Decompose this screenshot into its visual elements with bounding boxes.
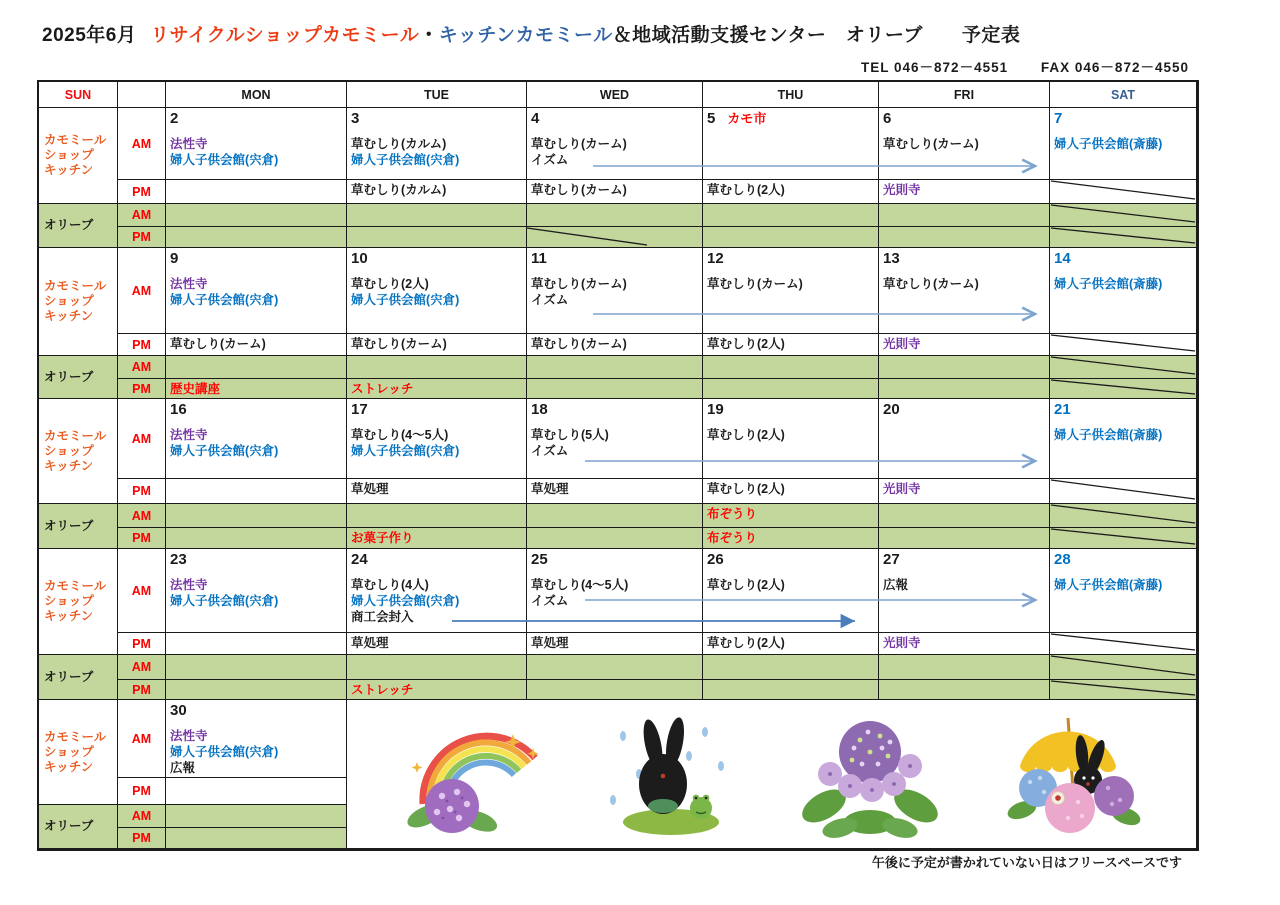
day-number: 14 <box>1054 250 1071 267</box>
calendar-day-cell <box>527 248 703 334</box>
calendar-day-cell <box>527 180 703 204</box>
contact-line <box>37 56 1189 76</box>
olive-day-cell <box>1050 680 1197 700</box>
schedule-entry: ストレッチ <box>351 683 414 697</box>
day-number: 19 <box>707 401 724 418</box>
illustration-area <box>347 700 1197 849</box>
day-number: 12 <box>707 250 724 267</box>
fax-label: FAX <box>1040 60 1071 75</box>
day-number: 4 <box>531 110 540 127</box>
olive-day-cell <box>879 227 1050 248</box>
calendar-day-cell <box>703 180 879 204</box>
calendar-day-cell <box>527 334 703 356</box>
calendar-day-cell <box>703 108 879 180</box>
schedule-entry: 草処理 <box>351 636 389 650</box>
schedule-entry: 法性寺 <box>170 428 208 442</box>
pm-label: PM <box>118 379 166 399</box>
olive-day-cell <box>527 356 703 379</box>
olive-day-cell <box>879 356 1050 379</box>
row-label-line: ショップ <box>44 148 94 162</box>
schedule-entry: 草むしり(4～5人) <box>531 578 629 592</box>
row-label-line: ショップ <box>44 744 94 759</box>
day-number: 9 <box>170 250 179 267</box>
day-number: 30 <box>170 702 187 719</box>
row-label-olive: オリーブ <box>39 504 118 549</box>
title-kitchen-name: キッチンカモミール <box>438 25 613 46</box>
calendar-day-cell <box>1050 180 1197 204</box>
header-mon: MON <box>166 82 347 108</box>
olive-day-cell <box>166 655 347 680</box>
calendar-day-cell <box>1050 248 1197 334</box>
schedule-entry: 草むしり(5人) <box>531 428 609 442</box>
row-label-chamomile <box>39 248 118 356</box>
day-note: カモ市 <box>727 111 767 126</box>
row-label-line: キッチン <box>44 309 94 323</box>
day-number: 11 <box>531 250 547 267</box>
row-label-line: キッチン <box>44 458 94 473</box>
schedule-entry: 布ぞうり <box>707 507 758 521</box>
schedule-entry: 草むしり(2人) <box>707 337 785 351</box>
calendar-day-cell <box>347 633 527 655</box>
calendar-day-cell <box>347 108 527 180</box>
olive-day-cell <box>347 356 527 379</box>
day-number: 26 <box>707 551 724 568</box>
row-label-chamomile <box>39 700 118 805</box>
pm-label: PM <box>118 633 166 655</box>
schedule-entry: 婦人子供会館(斎藤) <box>1054 137 1163 151</box>
day-number: 5 <box>707 110 716 127</box>
tel-label: TEL <box>860 60 890 75</box>
schedule-entry: 婦人子供会館(宍倉) <box>170 594 279 608</box>
day-number: 23 <box>170 551 187 568</box>
calendar-day-cell <box>166 778 347 805</box>
calendar-day-cell <box>166 180 347 204</box>
row-label-chamomile <box>39 108 118 204</box>
rabbit-frog-illustration <box>593 704 743 844</box>
olive-day-cell <box>527 655 703 680</box>
olive-day-cell <box>1050 227 1197 248</box>
schedule-entry: 草むしり(2人) <box>707 578 785 592</box>
header-sat: SAT <box>1050 82 1197 108</box>
olive-day-cell <box>527 379 703 399</box>
am-label: AM <box>118 504 166 528</box>
calendar-day-cell <box>166 248 347 334</box>
olive-day-cell <box>703 379 879 399</box>
calendar-day-cell <box>166 479 347 504</box>
header-thu: THU <box>703 82 879 108</box>
day-number: 27 <box>883 551 900 568</box>
olive-day-cell <box>879 528 1050 549</box>
schedule-entry: 婦人子供会館(宍倉) <box>170 745 279 759</box>
day-number: 24 <box>351 551 368 568</box>
rainbow-hydrangea-illustration <box>395 704 545 844</box>
calendar-day-cell <box>347 479 527 504</box>
day-number: 6 <box>883 110 892 127</box>
schedule-entry: 光則寺 <box>883 482 921 496</box>
schedule-entry: 草むしり(カーム) <box>883 137 979 151</box>
schedule-entry: 歴史講座 <box>170 382 221 396</box>
calendar-day-cell <box>166 399 347 479</box>
row-label-olive: オリーブ <box>39 356 118 399</box>
day-number: 28 <box>1054 551 1071 568</box>
calendar-day-cell <box>347 334 527 356</box>
calendar-day-cell <box>347 248 527 334</box>
schedule-entry: 草むしり(4人) <box>351 578 429 592</box>
calendar-day-cell <box>527 549 703 633</box>
day-number: 10 <box>351 250 368 267</box>
header-fri: FRI <box>879 82 1050 108</box>
olive-day-cell <box>347 655 527 680</box>
day-number: 20 <box>883 401 900 418</box>
calendar-day-cell <box>879 108 1050 180</box>
schedule-entry: 草むしり(2人) <box>707 636 785 650</box>
olive-day-cell <box>527 680 703 700</box>
row-label-chamomile <box>39 549 118 655</box>
schedule-entry: 婦人子供会館(宍倉) <box>351 594 460 608</box>
calendar-day-cell <box>527 479 703 504</box>
olive-day-cell <box>879 379 1050 399</box>
calendar-day-cell <box>527 108 703 180</box>
seasonal-illustrations <box>347 700 1196 848</box>
schedule-entry: 草むしり(カーム) <box>351 337 447 351</box>
schedule-entry: 草むしり(カーム) <box>170 337 266 351</box>
row-label-line: カモミール <box>44 279 107 293</box>
schedule-entry: 法性寺 <box>170 277 208 291</box>
pm-label: PM <box>118 528 166 549</box>
pm-label: PM <box>118 227 166 248</box>
olive-day-cell <box>879 680 1050 700</box>
schedule-entry: 草むしり(カルム) <box>351 183 447 197</box>
row-label-olive: オリーブ <box>39 204 118 248</box>
title-year-month: 2025年6月 <box>42 25 137 46</box>
schedule-entry: 法性寺 <box>170 578 208 592</box>
schedule-entry: 婦人子供会館(斎藤) <box>1054 578 1163 592</box>
calendar-day-cell <box>347 549 527 633</box>
olive-day-cell <box>703 655 879 680</box>
am-label: AM <box>118 248 166 334</box>
olive-day-cell <box>879 204 1050 227</box>
title-rest: ＆地域活動支援センター オリーブ 予定表 <box>612 25 1021 46</box>
olive-day-cell <box>1050 528 1197 549</box>
row-label-line: ショップ <box>44 294 94 308</box>
schedule-entry: 草むしり(カーム) <box>531 183 627 197</box>
calendar-day-cell <box>1050 108 1197 180</box>
calendar-day-cell <box>879 633 1050 655</box>
schedule-entry: イズム <box>531 444 569 458</box>
calendar-day-cell <box>879 334 1050 356</box>
schedule-entry: 草処理 <box>531 482 569 496</box>
row-label-line: キッチン <box>44 163 94 177</box>
schedule-entry: 草むしり(4～5人) <box>351 428 449 442</box>
olive-day-cell <box>703 504 879 528</box>
pm-label: PM <box>118 479 166 504</box>
olive-day-cell <box>347 504 527 528</box>
schedule-entry: 草処理 <box>531 636 569 650</box>
olive-day-cell <box>703 528 879 549</box>
schedule-entry: 法性寺 <box>170 729 208 743</box>
schedule-entry: 婦人子供会館(斎藤) <box>1054 428 1163 442</box>
day-number: 21 <box>1054 401 1071 418</box>
page-title <box>42 20 1020 47</box>
schedule-entry: 婦人子供会館(宍倉) <box>351 444 460 458</box>
calendar-day-cell <box>1050 334 1197 356</box>
am-label: AM <box>118 700 166 778</box>
olive-day-cell <box>166 680 347 700</box>
fax-number: 046－872－4550 <box>1074 60 1189 75</box>
day-number: 16 <box>170 401 187 418</box>
olive-day-cell <box>347 680 527 700</box>
pm-label: PM <box>118 778 166 805</box>
row-label-line: カモミール <box>44 133 107 147</box>
row-label-line: カモミール <box>44 579 107 593</box>
calendar-day-cell <box>703 479 879 504</box>
olive-day-cell <box>879 655 1050 680</box>
day-number: 13 <box>883 250 900 267</box>
olive-day-cell <box>166 805 347 828</box>
olive-day-cell <box>166 504 347 528</box>
schedule-entry: イズム <box>531 153 569 167</box>
olive-day-cell <box>1050 356 1197 379</box>
schedule-entry: イズム <box>531 594 569 608</box>
olive-day-cell <box>347 379 527 399</box>
row-label-line: キッチン <box>44 609 94 623</box>
header-wed: WED <box>527 82 703 108</box>
am-label: AM <box>118 204 166 227</box>
schedule-entry: 婦人子供会館(宍倉) <box>351 293 460 307</box>
schedule-entry: 婦人子供会館(斎藤) <box>1054 277 1163 291</box>
schedule-entry: 草むしり(2人) <box>707 183 785 197</box>
calendar-day-cell <box>527 399 703 479</box>
olive-day-cell <box>703 680 879 700</box>
calendar-day-cell <box>166 633 347 655</box>
day-number: 3 <box>351 110 360 127</box>
header-sun: SUN <box>39 82 118 108</box>
day-number: 17 <box>351 401 368 418</box>
schedule-entry: ストレッチ <box>351 382 414 396</box>
schedule-entry: 草むしり(カーム) <box>531 337 627 351</box>
day-number: 7 <box>1054 110 1063 127</box>
pm-label: PM <box>118 828 166 849</box>
calendar-day-cell <box>166 549 347 633</box>
calendar-day-cell <box>347 180 527 204</box>
umbrella-rabbit-illustration <box>998 704 1148 844</box>
olive-day-cell <box>166 227 347 248</box>
calendar-day-cell <box>879 479 1050 504</box>
schedule-entry: 商工会封入 <box>351 610 414 624</box>
calendar-day-cell <box>879 180 1050 204</box>
day-number: 2 <box>170 110 179 127</box>
schedule-entry: 広報 <box>883 578 909 592</box>
hydrangea-bouquet-illustration <box>790 704 950 844</box>
calendar-day-cell <box>166 700 347 778</box>
olive-day-cell <box>527 204 703 227</box>
schedule-entry: 草処理 <box>351 482 389 496</box>
header-tue: TUE <box>347 82 527 108</box>
olive-day-cell <box>166 356 347 379</box>
olive-day-cell <box>347 227 527 248</box>
olive-day-cell <box>527 528 703 549</box>
calendar-day-cell <box>1050 633 1197 655</box>
schedule-entry: 草むしり(カーム) <box>883 277 979 291</box>
schedule-entry: 光則寺 <box>883 636 921 650</box>
olive-day-cell <box>166 828 347 849</box>
row-label-line: キッチン <box>44 759 94 774</box>
schedule-entry: 草むしり(カーム) <box>531 137 627 151</box>
am-label: AM <box>118 399 166 479</box>
title-shop-name: リサイクルショップカモミール <box>150 25 420 46</box>
schedule-entry: 布ぞうり <box>707 531 758 545</box>
row-label-chamomile <box>39 399 118 504</box>
schedule-entry: 草むしり(カーム) <box>531 277 627 291</box>
olive-day-cell <box>347 204 527 227</box>
schedule-entry: お菓子作り <box>351 531 414 545</box>
schedule-entry: 婦人子供会館(宍倉) <box>170 153 279 167</box>
am-label: AM <box>118 356 166 379</box>
schedule-entry: 光則寺 <box>883 337 921 351</box>
calendar-day-cell <box>347 399 527 479</box>
row-label-line: カモミール <box>44 428 107 443</box>
olive-day-cell <box>703 204 879 227</box>
schedule-entry: 草むしり(2人) <box>351 277 429 291</box>
schedule-entry: 婦人子供会館(宍倉) <box>170 444 279 458</box>
row-label-olive: オリーブ <box>39 655 118 700</box>
am-label: AM <box>118 805 166 828</box>
olive-day-cell <box>703 227 879 248</box>
schedule-entry: 草むしり(カルム) <box>351 137 447 151</box>
calendar-day-cell <box>1050 399 1197 479</box>
calendar-day-cell <box>703 334 879 356</box>
am-label: AM <box>118 655 166 680</box>
olive-day-cell <box>347 528 527 549</box>
row-label-line: ショップ <box>44 594 94 608</box>
olive-day-cell <box>879 504 1050 528</box>
calendar-day-cell <box>527 633 703 655</box>
header-empty-cell <box>118 82 166 108</box>
row-label-line: ショップ <box>44 443 94 458</box>
schedule-entry: 法性寺 <box>170 137 208 151</box>
schedule-table <box>37 80 1199 851</box>
row-label-olive: オリーブ <box>39 805 118 849</box>
schedule-entry: 婦人子供会館(宍倉) <box>351 153 460 167</box>
pm-label: PM <box>118 180 166 204</box>
olive-day-cell <box>1050 204 1197 227</box>
day-number: 18 <box>531 401 548 418</box>
olive-day-cell <box>1050 655 1197 680</box>
schedule-entry: イズム <box>531 293 569 307</box>
calendar-day-cell <box>166 108 347 180</box>
day-number: 25 <box>531 551 548 568</box>
row-label-line: カモミール <box>44 729 107 744</box>
olive-day-cell <box>527 227 703 248</box>
olive-day-cell <box>527 504 703 528</box>
calendar-day-cell <box>703 248 879 334</box>
schedule-entry: 婦人子供会館(宍倉) <box>170 293 279 307</box>
schedule-entry: 草むしり(2人) <box>707 428 785 442</box>
calendar-day-cell <box>703 399 879 479</box>
schedule-entry: 草むしり(カーム) <box>707 277 803 291</box>
calendar-day-cell <box>879 248 1050 334</box>
am-label: AM <box>118 549 166 633</box>
calendar-day-cell <box>879 399 1050 479</box>
schedule-entry: 光則寺 <box>883 183 921 197</box>
calendar-day-cell <box>1050 479 1197 504</box>
am-label: AM <box>118 108 166 180</box>
schedule-entry: 広報 <box>170 761 196 775</box>
calendar-day-cell <box>166 334 347 356</box>
olive-day-cell <box>1050 504 1197 528</box>
olive-day-cell <box>166 204 347 227</box>
calendar-day-cell <box>879 549 1050 633</box>
olive-day-cell <box>703 356 879 379</box>
tel-number: 046－872－4551 <box>894 60 1009 75</box>
calendar-day-cell <box>703 633 879 655</box>
calendar-day-cell <box>703 549 879 633</box>
schedule-entry: 草むしり(2人) <box>707 482 785 496</box>
olive-day-cell <box>166 528 347 549</box>
pm-label: PM <box>118 334 166 356</box>
title-separator: ・ <box>419 25 439 46</box>
footer-note: 午後に予定が書かれていない日はフリースペースです <box>871 855 1182 870</box>
calendar-day-cell <box>1050 549 1197 633</box>
pm-label: PM <box>118 680 166 700</box>
olive-day-cell <box>166 379 347 399</box>
olive-day-cell <box>1050 379 1197 399</box>
